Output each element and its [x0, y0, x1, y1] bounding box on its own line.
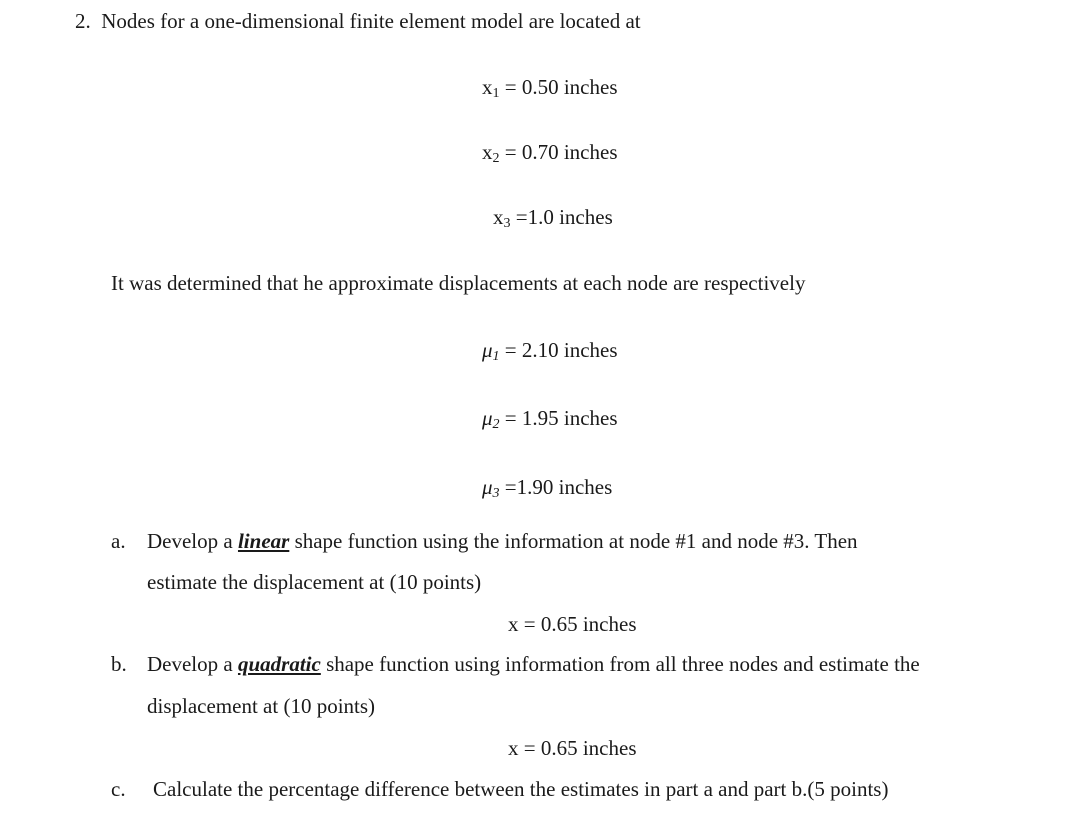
part-b-emphasis: quadratic — [237, 652, 321, 676]
part-b-eval-point: x = 0.65 inches — [508, 736, 637, 760]
node-x3: $x_3 =1.0$ inches — [493, 205, 613, 231]
displacement-mu2: $\mu_2 = 1.95$ inches — [482, 406, 618, 432]
problem-header — [75, 11, 641, 32]
part-b-marker: b. — [111, 652, 127, 676]
part-a-emphasis: linear — [237, 529, 290, 553]
displacement-mu1: $\mu_1 = 2.10$ inches — [482, 338, 618, 364]
part-a-line2: estimate the displacement at (10 points) — [147, 570, 482, 594]
node-x1: $x_1 = 0.50$ inches — [482, 75, 618, 101]
part-c-marker: c. — [111, 777, 126, 801]
part-a-line1: Develop a linear shape function using the information at node #1 and node #3. Then — [147, 529, 858, 553]
displacement-intro: It was determined that he approximate displacements at each node are respectively — [111, 271, 806, 295]
part-a-eval-point: x = 0.65 inches — [508, 612, 637, 636]
part-b-line1: Develop a quadratic shape function using information from all three nodes and estimate the — [147, 652, 920, 676]
displacement-mu3: $\mu_3 =1.90$ inches — [482, 475, 613, 501]
part-a-marker: a. — [111, 529, 126, 553]
problem-intro: Nodes for a one-dimensional finite element model are located at — [101, 9, 641, 33]
problem-number: 2. — [75, 9, 91, 33]
part-b-line2: displacement at (10 points) — [147, 694, 376, 718]
part-c-text: Calculate the percentage difference between the estimates in part a and part b.(5 points) — [153, 777, 889, 801]
node-x2: $x_2 = 0.70$ inches — [482, 140, 618, 166]
